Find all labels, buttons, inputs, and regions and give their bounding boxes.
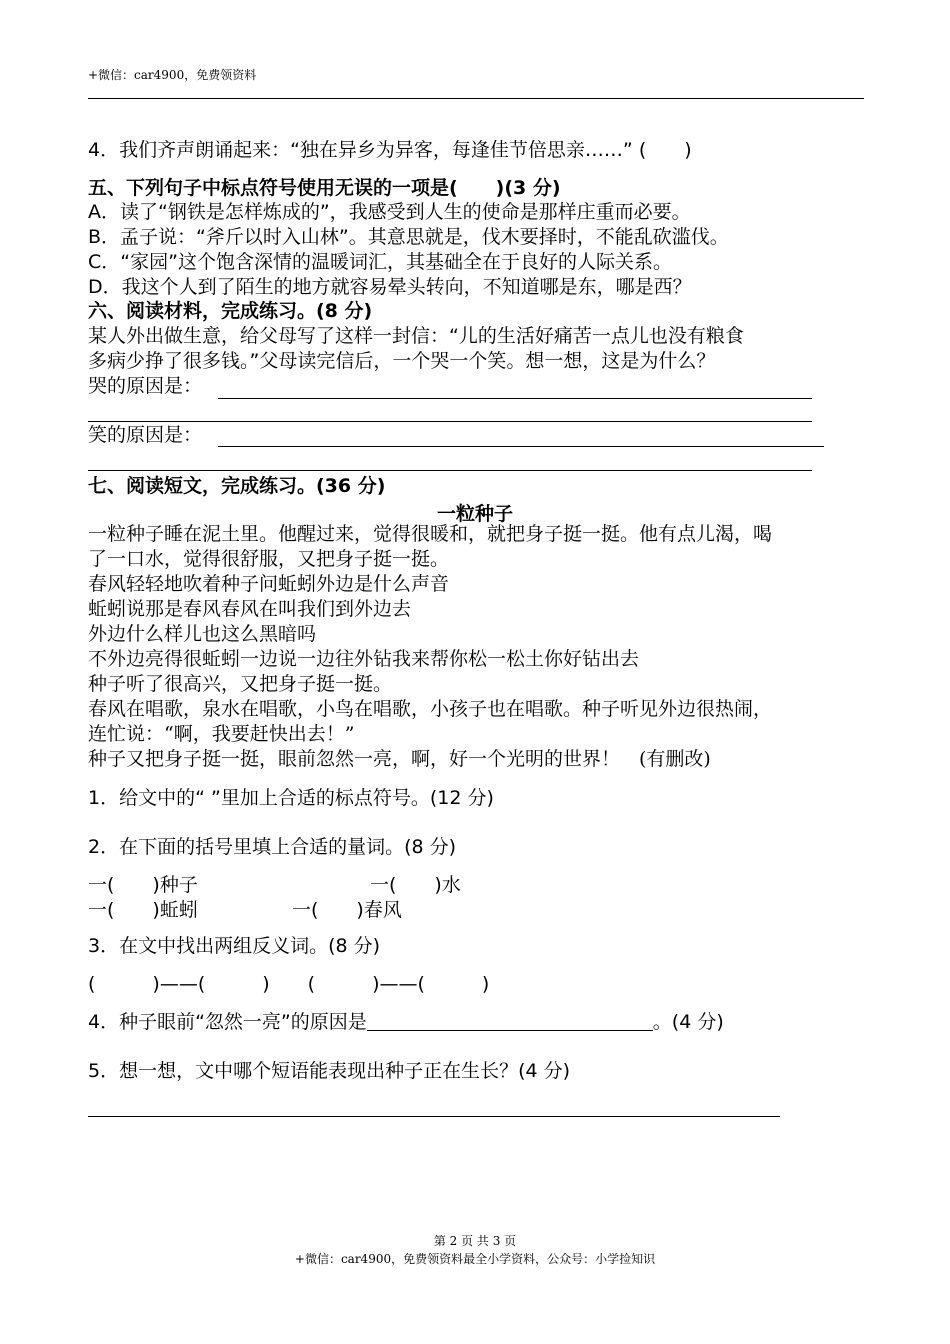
measure-word-blank: 一( )春风 <box>292 899 402 921</box>
footer-watermark: +微信：car4900，免费领资料最全小学资料，公众号：小学捡知识 <box>294 1252 656 1266</box>
question-3: 3．在文中找出两组反义词。(8 分) <box>88 935 381 957</box>
laugh-reason-line-1 <box>218 446 824 447</box>
antonym-blanks: ( )——( ) ( )——( ) <box>88 973 490 995</box>
measure-word-blank: 一( )种子 <box>88 874 198 896</box>
story-line: 一粒种子睡在泥土里。他醒过来，觉得很暖和，就把身子挺一挺。他有点儿渴，喝 <box>88 523 773 545</box>
question-4-prefix: 4．种子眼前“忽然一亮”的原因是 <box>88 1011 367 1033</box>
option-b: B．孟子说：“斧斤以时入山林”。其意思就是，伐木要择时，不能乱砍滥伐。 <box>88 226 729 248</box>
header-rule <box>88 98 864 99</box>
laugh-reason-line-2 <box>88 470 812 471</box>
option-d: D．我这个人到了陌生的地方就容易晕头转向，不知道哪是东，哪是西？ <box>88 276 692 298</box>
measure-word-blank: 一( )水 <box>370 874 461 896</box>
story-line: 不外边亮得很蚯蚓一边说一边往外钻我来帮你松一松土你好钻出去 <box>88 648 640 670</box>
story-line: 春风在唱歌，泉水在唱歌，小鸟在唱歌，小孩子也在唱歌。种子听见外边很热闹， <box>88 698 773 720</box>
story-line: 外边什么样儿也这么黑暗吗 <box>88 623 317 645</box>
header-watermark: +微信：car4900，免费领资料 <box>88 68 257 82</box>
cry-reason-label: 哭的原因是： <box>88 375 203 397</box>
story-line: 种子又把身子挺一挺，眼前忽然一亮，啊，好一个光明的世界！ (有删改) <box>88 748 711 770</box>
cry-reason-line-2 <box>88 421 812 422</box>
section-6-text-line-2: 多病少挣了很多钱。”父母读完信后，一个哭一个笑。想一想，这是为什么？ <box>88 350 716 372</box>
answer-blank <box>367 1012 653 1031</box>
question-2: 2．在下面的括号里填上合适的量词。(8 分) <box>88 836 457 858</box>
story-line: 春风轻轻地吹着种子问蚯蚓外边是什么声音 <box>88 573 450 595</box>
question-1: 1．给文中的“ ”里加上合适的标点符号。(12 分) <box>88 787 494 809</box>
story-line: 了一口水，觉得很舒服，又把身子挺一挺。 <box>88 548 450 570</box>
section-5-title: 五、下列句子中标点符号使用无误的一项是( )(3 分) <box>88 177 561 199</box>
laugh-reason-label: 笑的原因是： <box>88 424 203 446</box>
answer-line <box>88 1116 780 1117</box>
measure-word-blank: 一( )蚯蚓 <box>88 899 198 921</box>
option-c: C．“家园”这个饱含深情的温暖词汇，其基础全在于良好的人际关系。 <box>88 251 672 273</box>
question-5: 5．想一想，文中哪个短语能表现出种子正在生长？(4 分) <box>88 1060 571 1082</box>
question-4-previous: 4．我们齐声朗诵起来：“独在异乡为异客，每逢佳节倍思亲……” ( ) <box>88 139 692 161</box>
story-line: 种子听了很高兴，又把身子挺一挺。 <box>88 673 393 695</box>
section-7-title: 七、阅读短文，完成练习。(36 分) <box>88 475 386 497</box>
section-6-text-line-1: 某人外出做生意，给父母写了这样一封信：“儿的生活好痛苦一点儿也没有粮食 <box>88 325 744 347</box>
section-6-title: 六、阅读材料，完成练习。(8 分) <box>88 300 373 322</box>
option-a: A．读了“钢铁是怎样炼成的”，我感受到人生的使命是那样庄重而必要。 <box>88 201 691 223</box>
story-line: 蚯蚓说那是春风春风在叫我们到外边去 <box>88 598 412 620</box>
page-number: 第 2 页 共 3 页 <box>433 1234 517 1248</box>
question-4 <box>88 1011 724 1034</box>
cry-reason-line-1 <box>218 398 812 399</box>
story-title: 一粒种子 <box>436 503 513 525</box>
story-line: 连忙说：“啊，我要赶快出去！” <box>88 723 355 745</box>
question-4-suffix: 。(4 分) <box>652 1011 724 1033</box>
